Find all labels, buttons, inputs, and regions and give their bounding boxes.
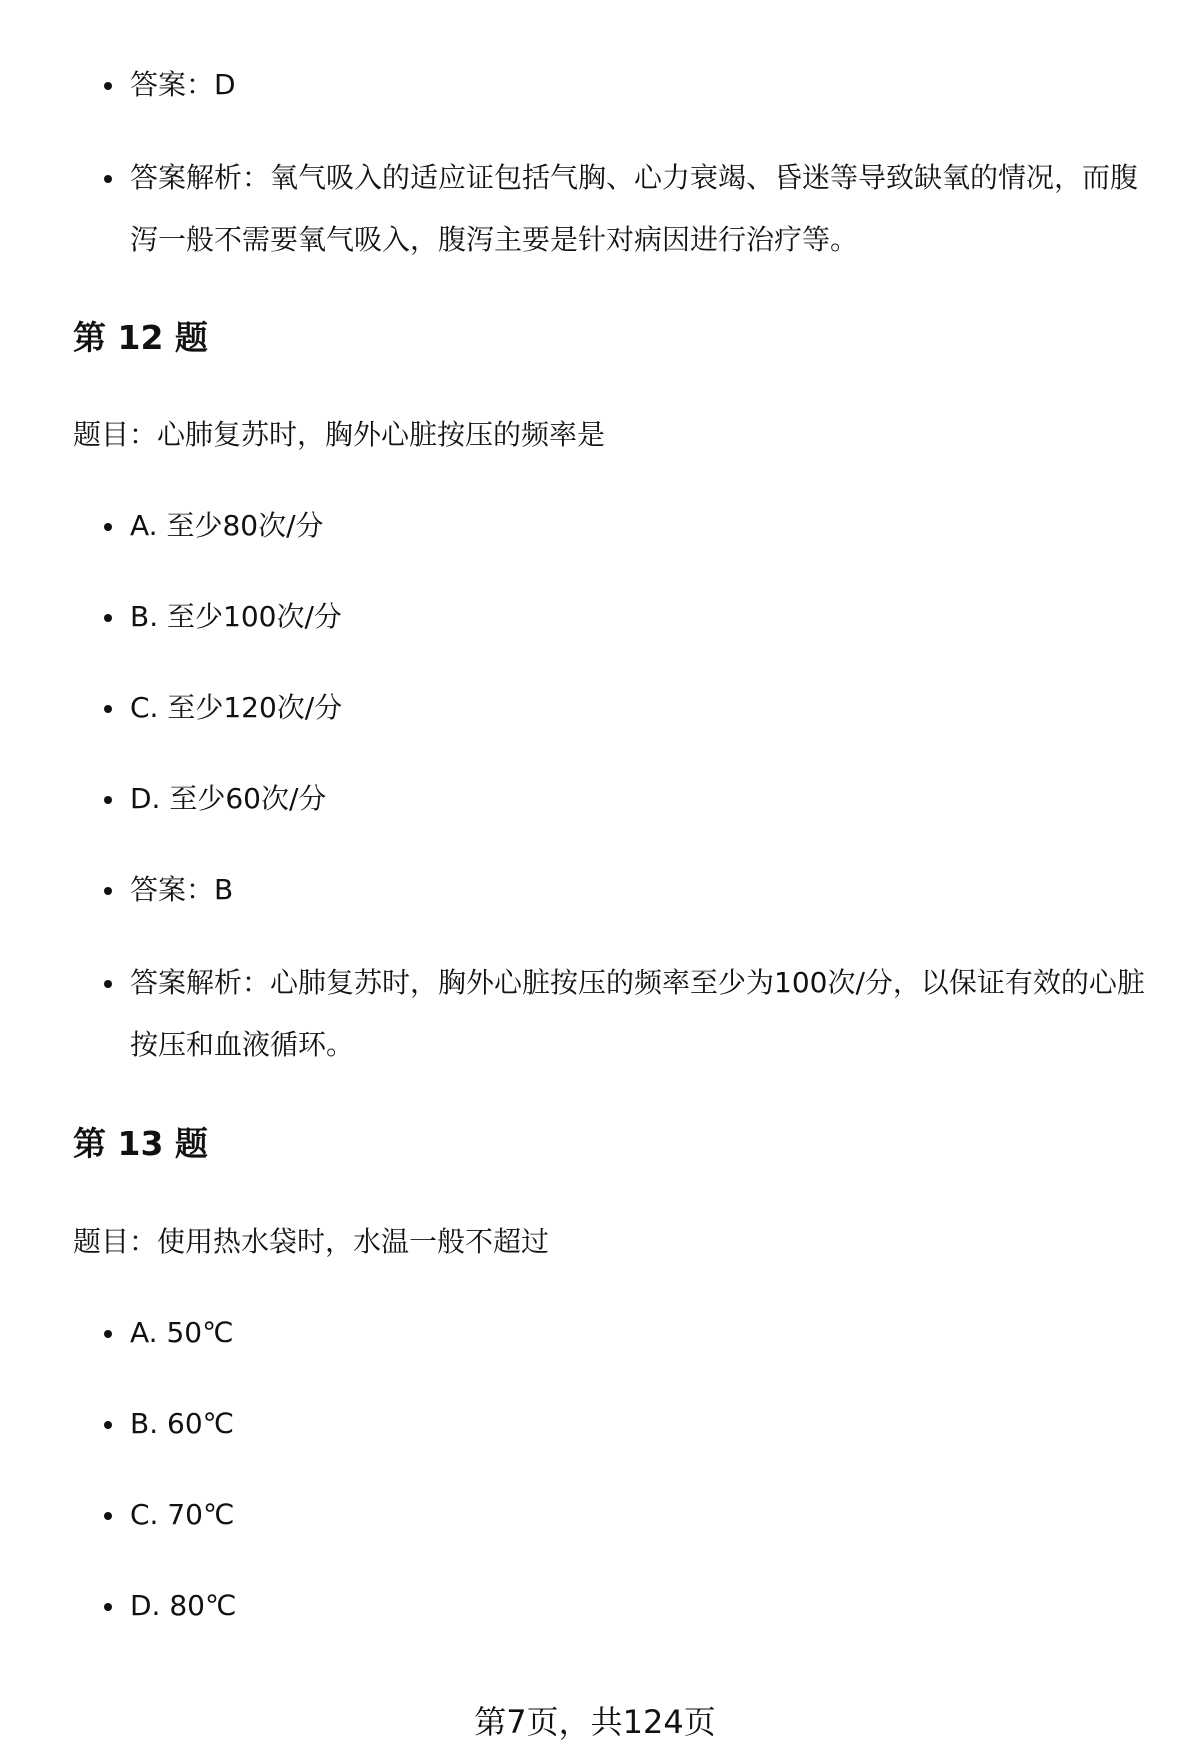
q13-heading: 第 13 题 bbox=[73, 1124, 208, 1163]
q12-option-b: B. 至少100次/分 bbox=[130, 586, 1150, 648]
q13-option-a: A. 50℃ bbox=[130, 1302, 1150, 1364]
q12-heading: 第 12 题 bbox=[73, 318, 208, 357]
q13-option-c: C. 70℃ bbox=[130, 1484, 1150, 1546]
q12-option-a: A. 至少80次/分 bbox=[130, 495, 1150, 557]
page-number: 第7页，共124页 bbox=[474, 1703, 716, 1741]
prev-explanation: 答案解析：氧气吸入的适应证包括气胸、心力衰竭、昏迷等导致缺氧的情况，而腹泻一般不需要氧气吸入，腹泻主要是针对病因进行治疗等。 bbox=[130, 147, 1150, 271]
q13-question: 题目：使用热水袋时，水温一般不超过 bbox=[73, 1225, 550, 1258]
prev-answer: 答案：D bbox=[130, 54, 1150, 116]
q12-answer: 答案：B bbox=[130, 859, 1150, 921]
q12-option-d: D. 至少60次/分 bbox=[130, 768, 1150, 830]
q12-option-c: C. 至少120次/分 bbox=[130, 677, 1150, 739]
q12-explanation: 答案解析：心肺复苏时，胸外心脏按压的频率至少为100次/分，以保证有效的心脏按压和血液循环。 bbox=[130, 952, 1150, 1076]
q13-option-b: B. 60℃ bbox=[130, 1393, 1150, 1455]
q12-question: 题目：心肺复苏时，胸外心脏按压的频率是 bbox=[73, 418, 606, 451]
q13-option-d: D. 80℃ bbox=[130, 1575, 1150, 1637]
